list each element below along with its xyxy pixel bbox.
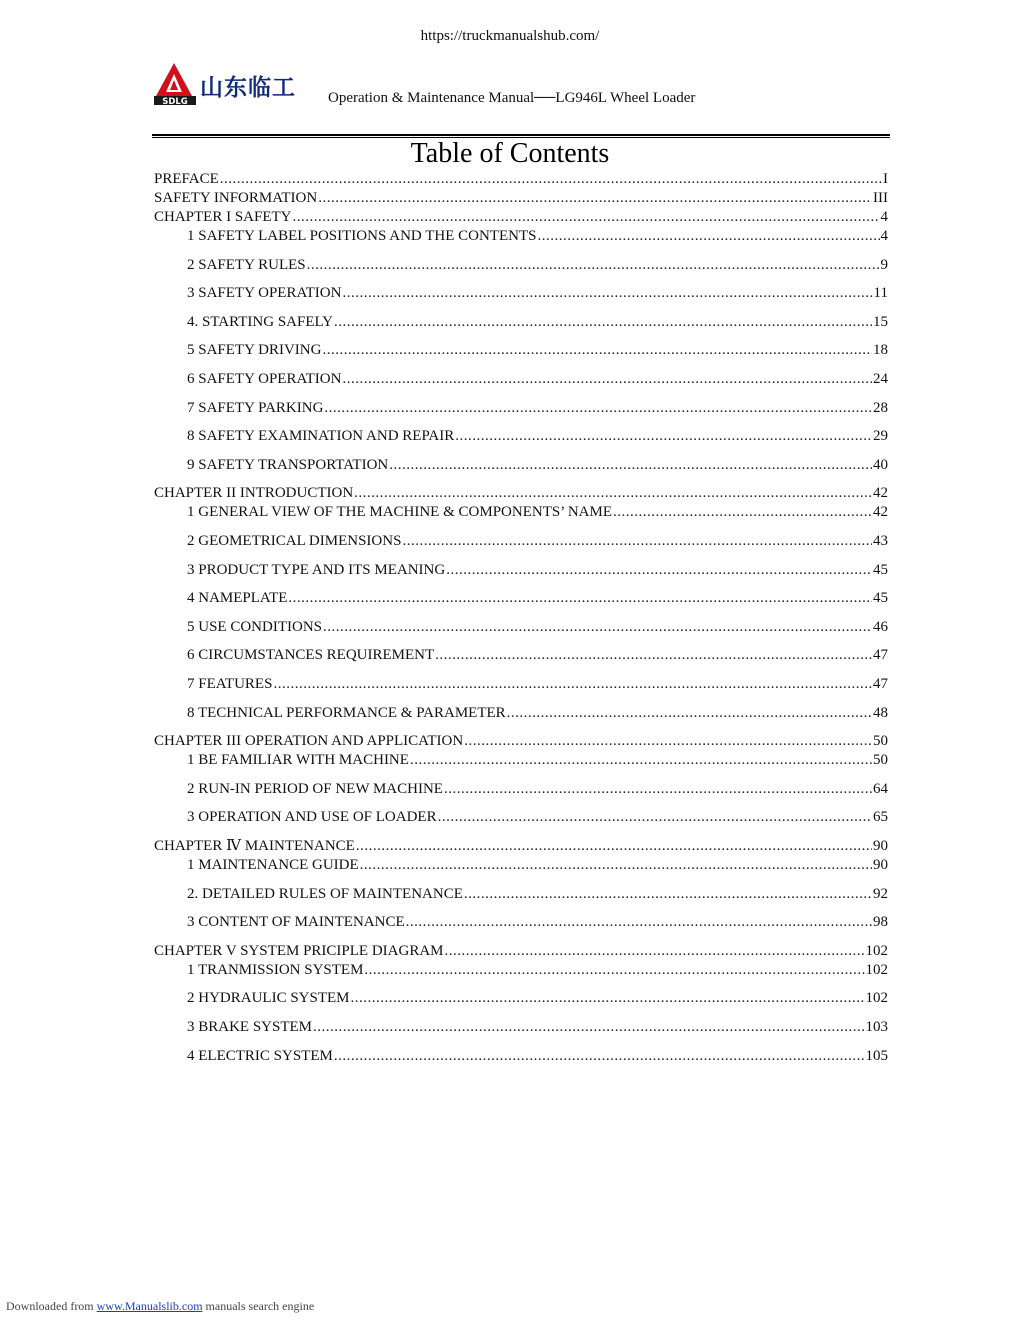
toc-leader-dots <box>288 589 872 607</box>
toc-entry-text: 2 GEOMETRICAL DIMENSIONS <box>187 533 402 549</box>
toc-leader-dots <box>322 341 872 359</box>
toc-entry-text: 3 BRAKE SYSTEM <box>187 1019 313 1035</box>
toc-subentry[interactable] <box>187 808 888 826</box>
toc-subentry[interactable] <box>187 618 888 636</box>
logo-en-text: SDLG <box>162 97 188 106</box>
toc-leader-dots <box>323 618 872 636</box>
toc-page-number: 65 <box>873 809 888 826</box>
toc-leader-dots <box>318 189 872 207</box>
toc-page-number: 18 <box>873 342 888 359</box>
toc-page-number: 9 <box>880 256 888 273</box>
toc-entry-text: CHAPTER III OPERATION AND APPLICATION <box>154 733 464 750</box>
toc-subentry[interactable] <box>187 227 888 245</box>
toc-entry[interactable] <box>154 484 888 502</box>
toc-page-number: 40 <box>873 456 888 473</box>
toc-subentry[interactable] <box>187 751 888 769</box>
toc-entry-text: 3 CONTENT OF MAINTENANCE <box>187 914 405 931</box>
toc-page-number: 98 <box>873 914 888 931</box>
toc-subentry[interactable] <box>187 704 888 722</box>
toc-entry[interactable] <box>154 189 888 207</box>
toc-page-number: 43 <box>873 533 888 549</box>
toc-subentry[interactable] <box>187 284 888 302</box>
toc-leader-dots <box>364 961 864 979</box>
document-header <box>152 62 890 108</box>
toc-leader-dots <box>444 780 872 798</box>
toc-entry-text: 1 BE FAMILIAR WITH MACHINE <box>187 752 409 769</box>
manual-title: Operation & Maintenance Manual──LG946L Wheel Loader <box>328 90 696 106</box>
toc-subentry[interactable] <box>187 399 888 417</box>
toc-entry-text: 7 SAFETY PARKING <box>187 399 324 416</box>
toc-page-number: 92 <box>873 885 888 902</box>
header-rule-thick <box>152 134 890 136</box>
toc-leader-dots <box>334 1047 865 1065</box>
toc-page-number: 11 <box>873 285 888 302</box>
toc-entry-text: SAFETY INFORMATION <box>154 190 318 206</box>
sdlg-logo <box>152 62 322 106</box>
toc-entry-text: CHAPTER II INTRODUCTION <box>154 485 354 502</box>
toc-page-number: 47 <box>873 676 888 692</box>
toc-entry-text: 8 TECHNICAL PERFORMANCE & PARAMETER <box>187 704 506 721</box>
toc-leader-dots <box>389 456 872 474</box>
toc-subentry[interactable] <box>187 780 888 798</box>
source-url[interactable]: https://truckmanualshub.com/ <box>420 28 600 44</box>
toc-leader-dots <box>435 646 872 664</box>
toc-leader-dots <box>334 313 872 331</box>
toc-page-number: 42 <box>873 504 888 521</box>
toc-entry-text: 6 CIRCUMSTANCES REQUIREMENT <box>187 647 435 664</box>
toc-page-number: 64 <box>873 780 888 797</box>
toc-entry-text: 1 GENERAL VIEW OF THE MACHINE & COMPONENTS’ NAME <box>187 504 612 521</box>
toc-page-number: 42 <box>873 485 888 502</box>
toc-leader-dots <box>220 170 882 188</box>
toc-entry-text: 2 HYDRAULIC SYSTEM <box>187 990 350 1007</box>
toc-leader-dots <box>342 284 872 302</box>
toc-subentry[interactable] <box>187 1018 888 1036</box>
toc-entry-text: 9 SAFETY TRANSPORTATION <box>187 456 389 473</box>
toc-leader-dots <box>613 503 872 521</box>
toc-page-number: 15 <box>873 313 888 330</box>
toc-entry-text: 2 RUN-IN PERIOD OF NEW MACHINE <box>187 780 443 797</box>
toc-entry-text: CHAPTER I SAFETY <box>154 209 292 225</box>
toc-leader-dots <box>455 427 872 445</box>
toc-entry-text: CHAPTER Ⅳ MAINTENANCE <box>154 838 355 854</box>
toc-entry-text: 1 MAINTENANCE GUIDE <box>187 857 359 873</box>
toc-subentry[interactable] <box>187 675 888 693</box>
toc-subentry[interactable] <box>187 913 888 931</box>
toc-page-number: 90 <box>873 838 888 854</box>
toc-title: Table of Contents <box>410 138 610 169</box>
toc-leader-dots <box>410 751 872 769</box>
toc-entry-text: 5 USE CONDITIONS <box>187 618 322 635</box>
toc-page-number: 4 <box>880 209 888 225</box>
toc-leader-dots <box>464 885 872 903</box>
toc-entry-text: 3 PRODUCT TYPE AND ITS MEANING <box>187 561 446 578</box>
toc-entry[interactable] <box>154 732 888 750</box>
toc-leader-dots <box>293 208 880 226</box>
toc-entry-text: 2 SAFETY RULES <box>187 256 306 273</box>
toc-entry[interactable] <box>154 837 888 855</box>
toc-subentry[interactable] <box>187 456 888 474</box>
footer-prefix: Downloaded from <box>6 1299 94 1313</box>
toc-entry[interactable] <box>154 170 888 188</box>
toc-page-number: 105 <box>865 1047 888 1064</box>
toc-leader-dots <box>402 532 872 550</box>
toc-subentry[interactable] <box>187 370 888 388</box>
toc-page-number: 103 <box>865 1019 888 1035</box>
toc-page-number: 24 <box>873 371 888 387</box>
toc-page-number: 47 <box>873 647 888 664</box>
toc-leader-dots <box>438 808 872 826</box>
toc-leader-dots <box>446 561 872 579</box>
toc-leader-dots <box>445 942 865 960</box>
manualslib-link[interactable]: www.Manualslib.com <box>96 1299 203 1313</box>
toc-page-number: 90 <box>873 857 888 873</box>
toc-subentry[interactable] <box>187 989 888 1007</box>
toc-subentry[interactable] <box>187 856 888 874</box>
toc-entry-text: 2. DETAILED RULES OF MAINTENANCE <box>187 885 463 902</box>
footer-suffix: manuals search engine <box>205 1299 315 1313</box>
toc-subentry[interactable] <box>187 503 888 521</box>
toc-page-number: 50 <box>873 733 888 750</box>
toc-page-number: 45 <box>873 590 888 607</box>
toc-page-number: 29 <box>873 428 888 445</box>
toc-subentry[interactable] <box>187 561 888 579</box>
toc-subentry[interactable] <box>187 1047 888 1065</box>
logo-cn-text: 山东临工 <box>200 75 296 101</box>
toc-page-number: 4 <box>880 228 888 244</box>
toc-entry-text: 1 TRANMISSION SYSTEM <box>187 961 364 978</box>
toc-entry-text: 7 FEATURES <box>187 676 273 692</box>
toc-entry-text: PREFACE <box>154 171 219 187</box>
toc-leader-dots <box>307 256 880 274</box>
toc-page-number: III <box>873 190 888 206</box>
download-footer <box>6 1299 314 1314</box>
toc-leader-dots <box>406 913 872 931</box>
toc-leader-dots <box>360 856 872 874</box>
toc-subentry[interactable] <box>187 885 888 903</box>
toc-entry-text: 3 OPERATION AND USE OF LOADER <box>187 809 437 826</box>
toc-subentry[interactable] <box>187 256 888 274</box>
toc-page-number: 45 <box>873 561 888 578</box>
toc-subentry[interactable] <box>187 961 888 979</box>
toc-entry-text: 8 SAFETY EXAMINATION AND REPAIR <box>187 428 455 445</box>
toc-entry[interactable] <box>154 208 888 226</box>
toc-leader-dots <box>324 399 872 417</box>
toc-entry-text: 1 SAFETY LABEL POSITIONS AND THE CONTENTS <box>187 228 537 244</box>
toc-leader-dots <box>313 1018 864 1036</box>
toc-leader-dots <box>464 732 872 750</box>
toc-subentry[interactable] <box>187 341 888 359</box>
toc-subentry[interactable] <box>187 427 888 445</box>
toc-entry-text: 4 NAMEPLATE <box>187 590 288 607</box>
toc-leader-dots <box>351 989 865 1007</box>
toc-leader-dots <box>356 837 872 855</box>
toc-entry-text: 3 SAFETY OPERATION <box>187 285 342 302</box>
toc-page-number: 102 <box>865 942 888 959</box>
toc-leader-dots <box>354 484 872 502</box>
toc-subentry[interactable] <box>187 313 888 331</box>
toc-leader-dots <box>507 704 872 722</box>
toc-leader-dots <box>273 675 872 693</box>
toc-entry[interactable] <box>154 942 888 960</box>
toc-leader-dots <box>342 370 872 388</box>
toc-page-number: I <box>883 171 888 187</box>
toc-page-number: 48 <box>873 704 888 721</box>
toc-page-number: 102 <box>865 961 888 978</box>
toc-page-number: 46 <box>873 618 888 635</box>
toc-page-number: 50 <box>873 752 888 769</box>
toc-subentry[interactable] <box>187 589 888 607</box>
toc-entry-text: 4. STARTING SAFELY <box>187 313 333 330</box>
toc-entry-text: 5 SAFETY DRIVING <box>187 342 322 359</box>
toc-entry-text: CHAPTER V SYSTEM PRICIPLE DIAGRAM <box>154 942 444 959</box>
toc-page-number: 102 <box>865 990 888 1007</box>
toc-subentry[interactable] <box>187 532 888 550</box>
toc-page-number: 28 <box>873 399 888 416</box>
toc-leader-dots <box>537 227 879 245</box>
toc-subentry[interactable] <box>187 646 888 664</box>
toc-entry-text: 4 ELECTRIC SYSTEM <box>187 1047 333 1064</box>
toc-entry-text: 6 SAFETY OPERATION <box>187 371 342 387</box>
